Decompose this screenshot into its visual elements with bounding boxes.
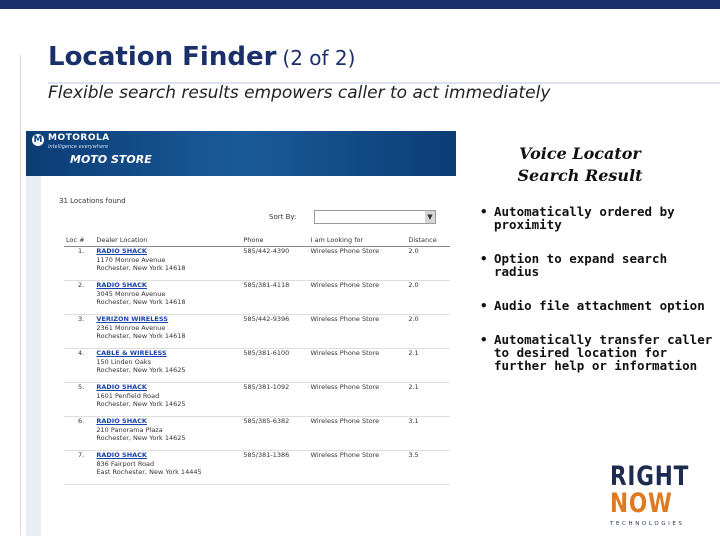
dealer-link[interactable]: RADIO SHACK <box>96 247 147 255</box>
phone-cell: 585/381-1386 <box>241 451 308 485</box>
loc-number: 3. <box>64 315 94 349</box>
looking-cell: Wireless Phone Store <box>309 281 407 315</box>
table-row <box>64 247 450 281</box>
top-banner-bar <box>0 0 720 9</box>
loc-number: 4. <box>64 349 94 383</box>
voice-title-line1: Voice Locator <box>519 144 641 163</box>
dealer-address: 2361 Monroe Avenue <box>96 323 166 332</box>
store-locator-screenshot <box>26 131 456 536</box>
dealer-link[interactable]: RADIO SHACK <box>96 417 147 425</box>
table-row <box>64 281 450 315</box>
table-row <box>64 417 450 451</box>
bullet-icon: • <box>480 298 488 313</box>
slide-title <box>48 42 355 72</box>
distance-cell: 3.1 <box>406 417 450 451</box>
dealer-cell <box>94 247 241 281</box>
looking-cell: Wireless Phone Store <box>309 349 407 383</box>
dealer-address: 210 Panorama Plaza <box>96 425 163 434</box>
loc-number: 5. <box>64 383 94 417</box>
dealer-city: Rochester, New York 14625 <box>96 366 186 374</box>
logo-now-text: NOW <box>610 488 673 519</box>
looking-cell: Wireless Phone Store <box>309 315 407 349</box>
table-row <box>64 383 450 417</box>
list-item <box>478 205 716 231</box>
dealer-link[interactable]: VERIZON WIRELESS <box>96 315 168 323</box>
phone-cell: 585/381-1092 <box>241 383 308 417</box>
phone-cell: 585/381-4118 <box>241 281 308 315</box>
title-part: (2 of 2) <box>282 46 356 70</box>
voice-locator-title <box>470 143 690 187</box>
sort-select[interactable] <box>314 210 436 224</box>
list-item <box>478 252 716 278</box>
distance-cell: 2.0 <box>406 281 450 315</box>
table-header-row <box>64 234 450 247</box>
table-row <box>64 349 450 383</box>
dealer-city: Rochester, New York 14618 <box>96 332 186 340</box>
dealer-cell <box>94 349 241 383</box>
dealer-cell <box>94 315 241 349</box>
distance-cell: 2.1 <box>406 383 450 417</box>
bullet-text: Option to expand search radius <box>494 251 668 279</box>
dealer-city: Rochester, New York 14618 <box>96 264 186 272</box>
distance-cell: 2.1 <box>406 349 450 383</box>
feature-bullet-list <box>478 205 716 393</box>
phone-cell: 585/442-4390 <box>241 247 308 281</box>
results-table <box>64 234 450 485</box>
bullet-icon: • <box>480 251 488 266</box>
looking-cell: Wireless Phone Store <box>309 417 407 451</box>
bullet-text: Automatically transfer caller to desired location for further help or information <box>494 332 713 373</box>
dealer-cell <box>94 383 241 417</box>
list-item <box>478 333 716 372</box>
bullet-text: Automatically ordered by proximity <box>494 204 675 232</box>
column-header: Distance <box>406 234 450 247</box>
dealer-city: Rochester, New York 14625 <box>96 400 186 408</box>
loc-number: 2. <box>64 281 94 315</box>
dealer-address: 150 Linden Oaks <box>96 357 151 366</box>
logo-right-text: RIGHT <box>610 461 690 492</box>
looking-cell: Wireless Phone Store <box>309 451 407 485</box>
logo-technologies-text: TECHNOLOGIES <box>610 521 685 527</box>
phone-cell: 585/381-6100 <box>241 349 308 383</box>
rightnow-logo <box>610 463 690 527</box>
column-header: Dealer Location <box>94 234 241 247</box>
motorola-logo-icon: M <box>33 135 43 145</box>
screenshot-header <box>26 131 456 176</box>
voice-title-line2: Search Result <box>517 166 643 185</box>
chevron-down-icon[interactable]: ▼ <box>425 211 435 223</box>
dealer-link[interactable]: RADIO SHACK <box>96 383 147 391</box>
dealer-link[interactable]: RADIO SHACK <box>96 451 147 459</box>
distance-cell: 2.0 <box>406 247 450 281</box>
title-main: Location Finder <box>48 42 277 72</box>
phone-cell: 585/385-6382 <box>241 417 308 451</box>
store-name: MOTO STORE <box>70 153 152 166</box>
list-item <box>478 299 716 312</box>
brand-name: MOTOROLA <box>48 133 110 143</box>
dealer-address: 836 Fairport Road <box>96 459 155 468</box>
phone-cell: 585/442-9396 <box>241 315 308 349</box>
distance-cell: 2.0 <box>406 315 450 349</box>
dealer-link[interactable]: RADIO SHACK <box>96 281 147 289</box>
loc-number: 7. <box>64 451 94 485</box>
loc-number: 1. <box>64 247 94 281</box>
dealer-address: 1170 Monroe Avenue <box>96 255 166 264</box>
column-header: Phone <box>241 234 308 247</box>
dealer-cell <box>94 451 241 485</box>
table-row <box>64 451 450 485</box>
column-header: Loc # <box>64 234 94 247</box>
dealer-cell <box>94 417 241 451</box>
distance-cell: 3.5 <box>406 451 450 485</box>
bullet-text: Audio file attachment option <box>494 298 705 313</box>
looking-cell: Wireless Phone Store <box>309 383 407 417</box>
side-divider <box>20 55 21 535</box>
sort-label: Sort By: <box>269 213 297 221</box>
locations-found: 31 Locations found <box>59 197 126 205</box>
dealer-city: Rochester, New York 14618 <box>96 298 186 306</box>
bullet-icon: • <box>480 332 488 347</box>
screenshot-sidebar <box>26 176 41 536</box>
column-header: I am Looking for <box>309 234 407 247</box>
table-row <box>64 315 450 349</box>
slide-subtitle: Flexible search results empowers caller to act immediately <box>48 83 551 103</box>
dealer-address: 1601 Penfield Road <box>96 391 160 400</box>
brand-tagline: intelligence everywhere <box>48 144 109 150</box>
dealer-cell <box>94 281 241 315</box>
looking-cell: Wireless Phone Store <box>309 247 407 281</box>
dealer-city: East Rochester, New York 14445 <box>96 468 202 476</box>
dealer-address: 3045 Monroe Avenue <box>96 289 166 298</box>
dealer-link[interactable]: CABLE & WIRELESS <box>96 349 167 357</box>
loc-number: 6. <box>64 417 94 451</box>
dealer-city: Rochester, New York 14625 <box>96 434 186 442</box>
bullet-icon: • <box>480 204 488 219</box>
